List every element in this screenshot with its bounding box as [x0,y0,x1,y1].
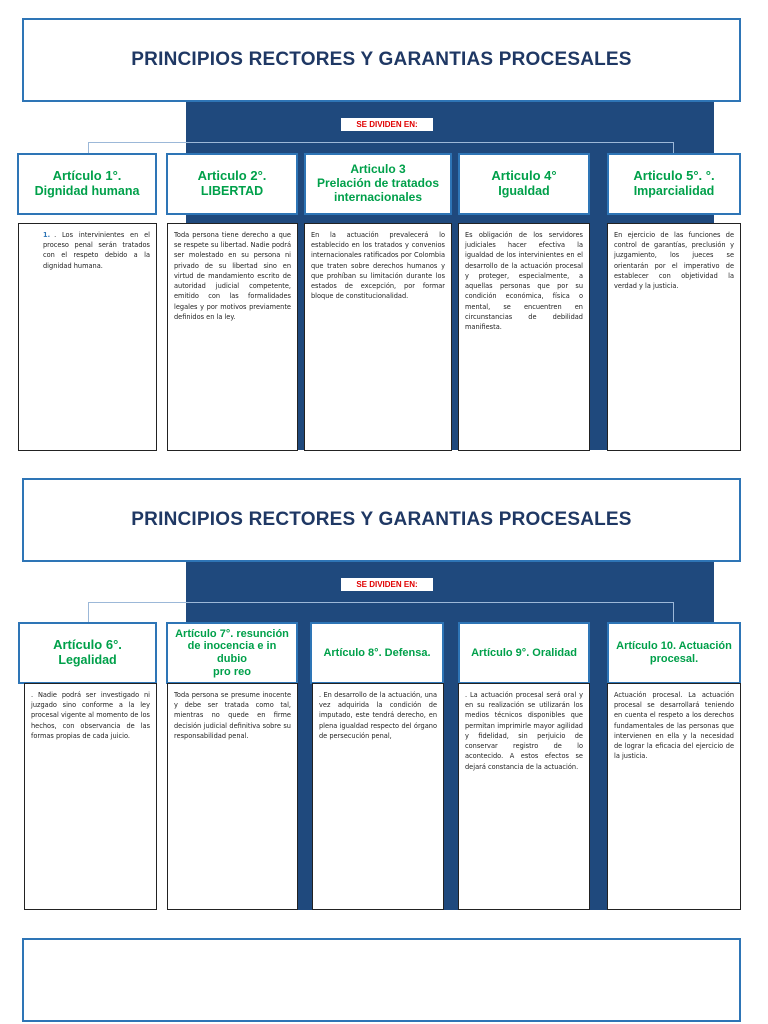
article-body-text [319,690,437,741]
article-heading-line: Artículo 6°. [53,637,122,653]
article-body-content: . Los intervinientes en el proceso penal serán tratados con el respeto debido a la dignidad humana. [43,231,150,270]
connector-drop-right [673,602,674,622]
article-body-box [458,223,590,451]
article-body-box [18,223,157,451]
article-body-box [607,223,741,451]
article-heading-line: Artículo 9°. Oralidad [471,646,577,659]
article-body-text [465,690,583,772]
article-heading-line: Articulo 4° [491,168,557,184]
article-body-content: Actuación procesal. La actuación procesal se desarrollará teniendo en cuenta el respeto a los derechos fundamentales de las personas que intervienen en ella y la necesidad de lograr la eficacia del ejercicio de la justicia. [614,691,734,761]
article-heading-line: Dignidad humana [34,184,140,199]
article-body-content: . La actuación procesal será oral y en su realización se utilizarán los medios técnicos disponibles que permitan imprimirle mayor agilidad y fidelidad, sin perjuicio de conservar registro de lo acontecido. A estos efectos se dejará constancia de la actuación. [465,691,583,771]
article-heading-box [17,153,157,215]
article-body-text [31,690,150,741]
article-body-text [174,690,291,741]
article-heading-box [607,153,741,215]
section-title: PRINCIPIOS RECTORES Y GARANTIAS PROCESALES [131,509,632,530]
article-heading-box [310,622,444,684]
article-heading-line: Legalidad [58,653,117,668]
article-heading-line: Igualdad [498,184,550,199]
se-dividen-en-label: SE DIVIDEN EN: [341,578,433,591]
article-body-text [614,230,734,291]
article-body-content: Es obligación de los servidores judiciales hacer efectiva la igualdad de los intervinientes en el desarrollo de la actuación procesal y proteger, especialmente, a aquellas personas que por su condición económica, física o mental, se encuentren en circunstancias de debilidad manifiesta. [465,231,583,331]
article-body-box [167,223,298,451]
connector-drop-right [673,142,674,153]
article-body-content: Toda persona se presume inocente y debe ser tratada como tal, mientras no quede en firme decisión judicial definitiva sobre su responsabilidad penal. [174,691,291,740]
article-heading-line: de inocencia e in dubio [187,640,277,665]
article-body-box [607,683,741,910]
article-heading-line: procesal. [649,653,699,665]
section-title: PRINCIPIOS RECTORES Y GARANTIAS PROCESALES [131,49,632,70]
article-heading-line: Articulo 5°. °. [633,168,715,184]
article-heading-line: Artículo 7°. resunción [175,627,289,640]
article-body-box [312,683,444,910]
article-body-content: . En desarrollo de la actuación, una vez adquirida la condición de imputado, este tendrá derecho, en plena igualdad respecto del órgano de persecución penal, [319,691,437,740]
list-number: 1. [43,231,51,239]
article-heading-box [166,153,298,215]
article-heading-box [458,622,590,684]
article-heading-line: Artículo 8°. Defensa. [323,646,431,659]
se-dividen-en-label: SE DIVIDEN EN: [341,118,433,131]
article-body-text [174,230,291,322]
article-heading-line: Prelación de tratados internacionales [316,176,440,204]
article-heading-line: Imparcialidad [633,184,715,199]
article-heading-line: LIBERTAD [200,184,264,199]
article-heading-line: pro reo [213,665,251,678]
article-body-box [304,223,452,451]
article-heading-line: Artículo 1°. [52,168,122,184]
article-heading-line: Articulo 2°. [197,168,267,184]
article-body-text [25,230,150,271]
connector-line [88,602,674,603]
article-body-content: . Nadie podrá ser investigado ni juzgado sino conforme a la ley procesal vigente al momento de los hechos, con observancia de las formas propias de cada juicio. [31,691,150,740]
connector-drop-left [88,142,89,153]
article-body-box [458,683,590,910]
article-heading-box [166,622,298,684]
article-body-content: En la actuación prevalecerá lo establecido en los tratados y convenios internacionales ratificados por Colombia que traten sobre derechos humanos y que prohíban su limitación durante los estados de excepción, por formar bloque de constitucionalidad. [311,231,445,301]
empty-section-box [22,938,741,1022]
article-heading-line: Artículo 10. Actuación [616,640,732,653]
section-title-box [22,478,741,562]
article-heading-box [304,153,452,215]
connector-drop-left [88,602,89,622]
article-heading-line: Articulo 3 [350,162,406,177]
article-body-content: En ejercicio de las funciones de control de garantías, preclusión y juzgamiento, los jueces se orientarán por el imperativo de establecer con objetividad la verdad y la justicia. [614,231,734,291]
article-heading-box [607,622,741,684]
article-body-box [24,683,157,910]
article-body-text [465,230,583,332]
article-body-text [614,690,734,762]
article-body-text [311,230,445,302]
connector-line [88,142,674,143]
section-title-box [22,18,741,102]
article-body-content: Toda persona tiene derecho a que se respete su libertad. Nadie podrá ser molestado en su persona ni privado de su libertad sino en virtud de mandamiento escrito de autoridad judicial competente, emitido con las formalidades legales y por motivos previamente definidos en la ley. [174,231,291,321]
article-heading-box [458,153,590,215]
article-body-box [167,683,298,910]
article-heading-box [18,622,157,684]
